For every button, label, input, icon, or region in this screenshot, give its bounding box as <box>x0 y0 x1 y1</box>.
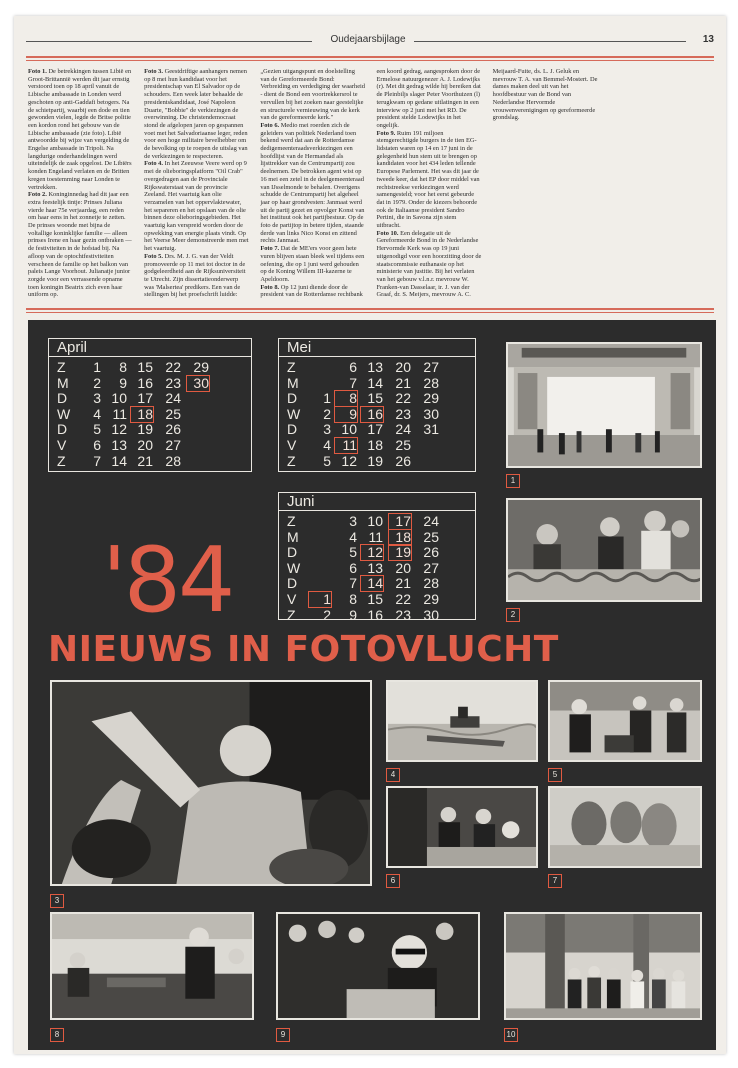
photo-captions-article <box>28 68 714 304</box>
calendar-date: 25 <box>423 528 439 545</box>
calendar-date: 20 <box>395 359 411 375</box>
calendar-date: 11 <box>368 528 383 545</box>
caption-lead: Foto 9. <box>376 129 396 137</box>
caption-text: Koninginnedag had dit jaar een extra feestelijk tintje: Prinses Juliana vierde haar 75e verjaardag, een reden om haar eens in het zonnetje te zetten. De prinses woonde met bijna de voltallige koninklijke familie — alleen prinses Irene en haar gezin ontbraken — de festiviteiten in de hofstad bij. Na afloop van de optochtfestiviteiten verscheen de familie op het balkon van paleis Lange Voorhout. Julianatje junior zorgde voor een verrassende opname toen koningin Beatrix zich even haar uniform op. <box>28 191 132 299</box>
calendar-date: 24 <box>395 421 411 438</box>
calendar-date-highlighted: 14 <box>361 576 383 591</box>
weekday-label: W <box>57 405 71 422</box>
calendar-date-highlighted: 12 <box>361 545 383 560</box>
calendar-date: 7 <box>349 374 357 391</box>
calendar-date: 23 <box>395 606 411 623</box>
caption-lead: Foto 3. <box>144 68 163 75</box>
caption-lead: Foto 4. <box>144 160 163 168</box>
weekday-label: Z <box>287 606 296 623</box>
calendar-date: 21 <box>395 374 411 391</box>
caption-lead: Foto 6. <box>260 121 280 129</box>
calendar-date-highlighted: 30 <box>187 376 209 391</box>
calendar-date: 10 <box>367 513 383 529</box>
caption-text: In het Zeeuwse Veere werd op 9 mei de olieboringsplatform "Oil Crab" overgedragen aan de Provinciale Rijkswaterstaat van de provincie Zeeland. Het vaartuig kan olie verzamelen van het oppervlaktewater, het separeren en het opslaan van de olie binnen deze olieboringsgebieden. Het vaartuig kan verspreid worden door de opwekking van energie plaats vindt. Op het Veerse Meer demonstreerde men met het vaartuig. <box>144 160 249 253</box>
calendar-date: 26 <box>395 452 411 469</box>
calendar-date: 8 <box>349 591 357 607</box>
caption-text: Geestdriftige aanhangers nemen op 8 mei hun kandidaat voor het presidentschap van El Salvador op de schouders. Een week later behaalde de presidentskandidaat, José Napoleon Duarte, "Bobbie" de verkiezingen de overwinning. De christendemocraat stond de afgelopen jaren op gespannen voet met het Salvadoriaanse leger, reden voor een hoge militaire bevelhebber om de bevolking op te roepen de uitslag van de verkiezingen te respecteren. <box>144 68 248 160</box>
calendar-date: 22 <box>395 390 411 407</box>
calendar-date: 3 <box>323 421 331 438</box>
calendar-date: 10 <box>341 421 357 438</box>
photo-number-4: 4 <box>386 768 400 782</box>
calendar-juni <box>278 492 476 623</box>
calendar-date: 14 <box>367 374 383 391</box>
caption-text: Een delegatie uit de Gereformeerde Bond in de Nederlandse Hervormde Kerk was op 19 juni uitgenodigd voor een hoorzitting door de staatscommissie euthanasie op het ministerie van justitie. Bij het verlaten van het gebouw v.l.n.r. mevrouw W. Franken-van Dasselaar, ir. J. van der Graaf, dr. S. Meijers, mevrouw A. C. Meijaard-Fuite, ds. L. J. Geluk en mevrouw T. A. van Bemmel-Mostert. De dames maken deel uit van het hoofdbestuur van de Bond van Nederlandse Hervormde vrouwenverenigingen op gereformeerde grondslag. <box>376 68 598 299</box>
photo-8 <box>50 912 254 1020</box>
photo-7 <box>548 786 702 868</box>
photo-5 <box>548 680 702 762</box>
caption-lead: Foto 1. <box>28 68 47 75</box>
calendar-date: 27 <box>423 359 439 375</box>
weekday-label: Z <box>57 452 66 469</box>
calendar-date: 5 <box>349 544 357 561</box>
weekday-label: D <box>287 575 298 592</box>
caption-text: Medio mei roerden zich de geleiders van politiek Nederland toen bekend werd dat aan de Rotterdamse dedigemeenteraadsverkiezingen een hoofdlijst van de Hermandad als lijsttrekker van de Centrumpartij zou deelnemen. De betrokken agent wist op 16 mei een zetel in de deelgemeenteraad van IJsselmonde te behalen. Overigens schudde de Centrumpartij het algeheel jaar op haar grondvesten: Janmaat werd uit de partij gezet en opvolger Konst van het instituut ook het partijbestuur. Op de foto de partijtop in betere tijden, staande derde van links Nico Konst en zittend rechts Janmaat. <box>260 121 365 245</box>
calendar-date: 11 <box>112 405 127 422</box>
calendar-date-highlighted: 18 <box>389 530 411 545</box>
photo-9 <box>276 912 480 1020</box>
calendar-date: 5 <box>93 421 101 438</box>
caption-text: De betrekkingen tussen Libië en Groot-Brittannië werden dit jaar ernstig verstoord toen op 18 april vanuit de Libische ambassade in Londen werd geschoten op anti-Gaddafi betogers. Na de schietpartij, waarbij een dode en tien gewonden vielen, legde de Britse politie een kordon rond het gebouw van de Libische ambassade (zie foto). Libië antwoordde bij wijze van vergelding de Engelse ambassade in Tripoli. Na langdurige onderhandelingen werd uiteindelijk de zaak opgelost. De Libiërs konden Engeland verlaten en de Britten kregen toestemming naar Londen te vertrekken. <box>28 68 132 191</box>
calendar-date: 19 <box>137 421 153 438</box>
caption-paragraph <box>28 191 133 299</box>
caption-paragraph <box>376 130 481 230</box>
calendar-date: 29 <box>193 359 209 375</box>
calendar-date: 20 <box>137 437 153 453</box>
calendar-month-title: Juni <box>279 493 475 511</box>
bottom-red-rule-thin <box>26 312 714 313</box>
calendar-date: 27 <box>165 437 181 453</box>
photo-number-2: 2 <box>506 608 520 622</box>
weekday-label: D <box>287 390 298 407</box>
weekday-label: M <box>57 374 69 391</box>
calendar-date: 14 <box>111 452 127 469</box>
calendar-date: 28 <box>423 374 439 391</box>
calendar-april <box>48 338 252 472</box>
calendar-date-highlighted: 17 <box>389 514 411 529</box>
weekday-label: V <box>287 437 297 453</box>
calendar-date: 6 <box>349 359 357 375</box>
calendar-date: 22 <box>165 359 181 375</box>
calendar-date: 2 <box>323 405 331 422</box>
calendar-date: 15 <box>367 591 383 607</box>
calendar-date: 26 <box>165 421 181 438</box>
photo-number-8: 8 <box>50 1028 64 1042</box>
calendar-date: 15 <box>367 390 383 407</box>
calendar-date: 3 <box>349 513 357 529</box>
weekday-label: Z <box>287 452 296 469</box>
header-rule-right <box>414 41 686 42</box>
weekday-label: V <box>57 437 67 453</box>
calendar-date: 13 <box>367 559 383 576</box>
header-rule-left <box>26 41 312 42</box>
caption-paragraph <box>144 68 249 160</box>
caption-lead: Foto 7. <box>260 245 280 253</box>
weekday-label: Z <box>287 513 296 529</box>
caption-lead: Foto 10. <box>376 229 399 237</box>
calendar-date: 17 <box>367 421 383 438</box>
calendar-date: 29 <box>423 390 439 407</box>
calendar-date: 16 <box>137 374 153 391</box>
calendar-date: 5 <box>323 452 331 469</box>
calendar-date: 2 <box>323 606 331 623</box>
caption-lead: Foto 2. <box>28 191 47 199</box>
calendar-date: 21 <box>395 575 411 592</box>
photo-number-7: 7 <box>548 874 562 888</box>
photo-2 <box>506 498 702 602</box>
photo-number-5: 5 <box>548 768 562 782</box>
bottom-red-rule <box>26 308 714 310</box>
photo-1 <box>506 342 702 468</box>
photo-number-3: 3 <box>50 894 64 908</box>
calendar-date: 23 <box>395 405 411 422</box>
calendar-date-highlighted: 18 <box>131 407 153 422</box>
page-header <box>26 34 714 48</box>
calendar-date-highlighted: 8 <box>335 391 357 406</box>
calendar-date: 15 <box>137 359 153 375</box>
calendar-date: 30 <box>423 606 439 623</box>
calendar-date: 30 <box>423 405 439 422</box>
headline: NIEUWS IN FOTOVLUCHT <box>48 629 559 670</box>
calendar-date: 9 <box>119 374 127 391</box>
calendar-month-title: April <box>49 339 251 357</box>
calendar-date: 28 <box>165 452 181 469</box>
year-display: '84 <box>102 528 233 633</box>
calendar-date: 21 <box>137 452 153 469</box>
calendar-date: 9 <box>349 606 357 623</box>
calendar-date: 28 <box>423 575 439 592</box>
calendar-date: 12 <box>341 452 357 469</box>
calendar-date: 16 <box>367 606 383 623</box>
page-number: 13 <box>702 34 714 45</box>
caption-paragraph <box>28 68 133 191</box>
calendar-month-title: Mei <box>279 339 475 357</box>
calendar-date: 2 <box>93 374 101 391</box>
top-red-rule <box>26 56 714 58</box>
section-title: Oudejaarsbijlage <box>330 34 406 45</box>
calendar-date: 13 <box>367 359 383 375</box>
calendar-date: 3 <box>93 390 101 407</box>
caption-text: Ruim 191 miljoen stemgerechtigde burgers in de tien EG-lidstaten waren op 14 en 17 juni in de gelegenheid hun stem uit te brengen op kandidaten voor het 434 leden tellende Europese Parlement. Het was dit jaar de tweede keer, dat het EP door middel van rechtstreekse verkiezingen werd samengesteld; voor het eerst gebeurde dat in 1979. Onder de kiezers behoorde ook de Italiaanse president Sandro Pertini, die in Savona zijn stem uitbracht. <box>376 129 480 230</box>
calendar-date: 13 <box>111 437 127 453</box>
calendar-date: 22 <box>395 591 411 607</box>
calendar-date: 19 <box>367 452 383 469</box>
weekday-label: W <box>287 559 301 576</box>
caption-text: Drs. M. J. G. van der Veldt promoveerde op 11 mei tot doctor in de godgeleerdheid aan de Rijksuniversiteit te Utrecht. Zijn dissertatieonderwerp was 'Malsertea' predikers. Een van de stellingen bij het proefschrift luidde: „Gezien uitgangspunt en doelstelling van de Gereformeerde Bond: Verbreiding en verdediging der waarheid - dient de Bond een voortrekkersrol te vervullen bij het zoeken naar geestelijke en structurele vernieuwing van de kerk van de gereformeerde kerk." <box>144 68 366 299</box>
photo-number-9: 9 <box>276 1028 290 1042</box>
calendar-date: 1 <box>323 390 331 407</box>
calendar-date: 24 <box>423 513 439 529</box>
caption-text: Op 12 juni diende door de president van de Rotterdamse rechtbank een koord gedrag, aangesproken door de Ermelose natuurgenezer A. J. Lodewijks (r). Met dit gedrag wilde hij bereiken dat de Pleinbiljs slager Peter Voorthuizen (l) terugkwam op gedane uitlatingen in een interview op 2 juni met het RD. De president stelde Lodewijks in het ongelijk. <box>260 68 481 299</box>
calendar-date-highlighted: 1 <box>309 592 331 607</box>
calendar-date-highlighted: 11 <box>335 438 357 453</box>
caption-lead: Foto 8. <box>260 283 280 291</box>
calendar-date-highlighted: 19 <box>389 545 411 560</box>
top-red-rule-thin <box>26 60 714 61</box>
caption-paragraph <box>260 122 365 245</box>
weekday-label: Z <box>287 359 296 375</box>
photo-6 <box>386 786 538 868</box>
calendar-date-highlighted: 16 <box>361 407 383 422</box>
calendar-date: 29 <box>423 591 439 607</box>
calendar-date-highlighted: 9 <box>335 407 357 422</box>
weekday-label: D <box>287 544 298 561</box>
weekday-label: M <box>287 528 299 545</box>
photo-4 <box>386 680 538 762</box>
calendar-date: 25 <box>165 405 181 422</box>
calendar-date: 1 <box>93 359 101 375</box>
weekday-label: D <box>57 421 68 438</box>
calendar-date: 6 <box>349 559 357 576</box>
caption-text: Dat de ME'ers voor geen hete vuren blijven staan bleek wel tijdens een oefening, die op 1 juni werd gehouden op de Koning Willem III-kazerne te Apeldoorn. <box>260 245 365 283</box>
calendar-date: 7 <box>93 452 101 469</box>
calendar-date: 25 <box>395 437 411 453</box>
photo-number-1: 1 <box>506 474 520 488</box>
calendar-date: 4 <box>93 405 101 422</box>
photo-3 <box>50 680 372 886</box>
calendar-date: 8 <box>119 359 127 375</box>
calendar-date: 7 <box>349 575 357 592</box>
calendar-date: 6 <box>93 437 101 453</box>
calendar-date: 24 <box>165 390 181 407</box>
calendar-date: 18 <box>367 437 383 453</box>
weekday-label: Z <box>57 359 66 375</box>
photo-number-6: 6 <box>386 874 400 888</box>
weekday-label: V <box>287 591 297 607</box>
weekday-label: D <box>287 421 298 438</box>
calendar-date: 4 <box>323 437 331 453</box>
weekday-label: D <box>57 390 68 407</box>
photo-panel <box>28 320 716 1050</box>
calendar-date: 20 <box>395 559 411 576</box>
weekday-label: M <box>287 374 299 391</box>
newspaper-page <box>14 16 726 1054</box>
calendar-mei <box>278 338 476 472</box>
calendar-date: 26 <box>423 544 439 561</box>
photo-10 <box>504 912 702 1020</box>
calendar-date: 23 <box>165 374 181 391</box>
calendar-date: 31 <box>423 421 439 438</box>
caption-paragraph <box>144 160 249 252</box>
calendar-date: 12 <box>111 421 127 438</box>
calendar-date: 10 <box>111 390 127 407</box>
photo-number-10: 10 <box>504 1028 518 1042</box>
caption-lead: Foto 5. <box>144 252 163 260</box>
calendar-date: 17 <box>137 390 153 407</box>
calendar-date: 27 <box>423 559 439 576</box>
weekday-label: W <box>287 405 301 422</box>
calendar-date: 4 <box>349 528 357 545</box>
caption-paragraph <box>260 245 365 284</box>
